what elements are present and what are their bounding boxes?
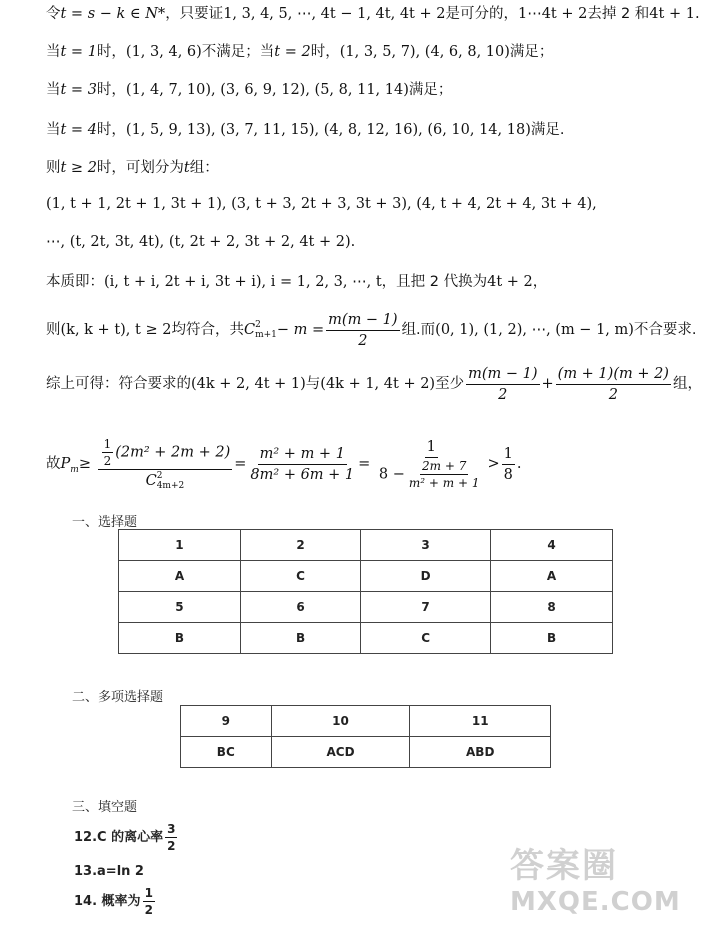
text-seg: 时，	[310, 44, 340, 60]
fraction	[248, 445, 356, 484]
text-seg: 时，	[96, 122, 126, 138]
fraction-denominator: 2	[608, 386, 618, 403]
table-row	[119, 561, 613, 592]
table-cell: B	[491, 623, 613, 654]
text-seg: 均符合，共	[171, 322, 244, 338]
table-cell: 3	[361, 530, 491, 561]
fraction-denominator: 2	[358, 332, 368, 349]
fraction-numerator: m(m − 1)	[466, 365, 539, 385]
text-seg: ，且把 2 代换为	[381, 274, 488, 290]
math-seg: t ≥ 2	[60, 160, 97, 176]
math-seg: >	[487, 456, 500, 472]
fraction	[98, 437, 233, 491]
text-line-8	[46, 272, 547, 292]
table-cell: 11	[410, 706, 551, 737]
math-seg: (4k + 1, 4t + 2)	[320, 376, 436, 392]
math-seg: C	[243, 322, 256, 338]
text-line-9	[46, 310, 697, 350]
text-seg: 时，可划分为	[96, 160, 184, 176]
fraction-numerator: 2m + 7	[422, 459, 467, 473]
table-row	[119, 530, 613, 561]
table-cell: C	[240, 561, 360, 592]
answer-text: 12.C 的离心率	[74, 830, 164, 845]
answer-12	[74, 822, 179, 853]
math-seg: (1, t + 1, 2t + 1, 3t + 1), (3, t + 3, 2t + 3, 3t + 3), (4, t + 4, 2t + 4, 3t + 4),	[46, 196, 597, 212]
text-seg: 满足；	[509, 44, 554, 60]
fraction-numerator: 1	[502, 445, 515, 465]
table-cell: 7	[361, 592, 491, 623]
math-seg: 2	[255, 320, 261, 330]
table-cell: B	[119, 623, 241, 654]
text-seg: 当	[46, 44, 61, 60]
fraction-numerator: m² + m + 1	[258, 445, 347, 465]
math-seg: =	[358, 456, 371, 472]
text-seg: 则	[46, 160, 61, 176]
fraction	[556, 365, 671, 404]
fraction-denominator	[144, 470, 187, 491]
section-heading-single-choice: 一、选择题	[72, 515, 138, 530]
math-seg: 2	[156, 471, 163, 481]
fraction-numerator: 1	[144, 886, 153, 900]
text-seg: 与	[305, 376, 321, 392]
table-cell: C	[361, 623, 491, 654]
math-seg: 4t + 1.	[649, 6, 700, 22]
math-seg: (0, 1), (1, 2), ⋯, (m − 1, m)	[435, 322, 634, 338]
math-seg: (k, k + t), t ≥ 2	[60, 322, 172, 338]
math-seg: .	[516, 456, 522, 472]
fraction-numerator: (m + 1)(m + 2)	[556, 365, 671, 385]
math-seg: (1, 4, 7, 10), (3, 6, 9, 12), (5, 8, 11, 14)	[125, 82, 409, 98]
math-seg: 8 −	[378, 466, 405, 483]
math-seg: P	[60, 456, 71, 472]
fraction-denominator: m² + m + 1	[408, 476, 480, 490]
text-seg: 是可分的，	[445, 6, 518, 22]
fraction-numerator: m(m − 1)	[326, 311, 399, 331]
text-seg: ，只要证	[165, 6, 224, 22]
text-seg: 综上可得：符合要求的	[46, 376, 191, 392]
text-seg: 令	[46, 6, 61, 22]
table-cell: 6	[240, 592, 360, 623]
fraction	[165, 822, 177, 853]
answer-13: 13.a=ln 2	[74, 864, 144, 879]
table-row	[119, 623, 613, 654]
table-cell: 4	[491, 530, 613, 561]
text-seg: ，	[532, 274, 548, 290]
fraction	[377, 438, 486, 490]
text-line-10	[46, 364, 702, 404]
text-seg: 组.而	[401, 322, 436, 338]
table-row	[181, 706, 551, 737]
fraction	[143, 886, 155, 917]
math-seg: t = 3	[60, 82, 97, 98]
math-seg: t = 2	[274, 44, 311, 60]
text-seg: 故	[46, 456, 61, 472]
fraction-numerator: 1	[425, 438, 438, 458]
text-line-7	[46, 232, 355, 252]
text-seg: 时，	[96, 44, 126, 60]
text-seg: 时，	[96, 82, 126, 98]
fraction-denominator: 2	[144, 903, 153, 917]
multi-choice-answer-table	[180, 705, 551, 768]
answer-text: 14. 概率为	[74, 894, 141, 909]
math-seg: (1, 3, 4, 6)	[125, 44, 202, 60]
text-seg: 则	[46, 322, 61, 338]
math-seg: (2m² + 2m + 2)	[115, 444, 231, 461]
fraction-numerator: 3	[167, 822, 176, 836]
fraction-numerator: 1	[103, 437, 112, 451]
fraction	[407, 459, 482, 490]
text-seg: 满足.	[530, 122, 565, 138]
text-seg: 当	[46, 122, 61, 138]
table-cell: A	[491, 561, 613, 592]
fraction-denominator: 8m² + 6m + 1	[250, 466, 355, 483]
watermark-url: MXQE.COM	[510, 887, 681, 917]
table-cell: B	[240, 623, 360, 654]
table-cell: 8	[491, 592, 613, 623]
watermark	[510, 838, 681, 917]
table-row	[181, 737, 551, 768]
table-cell: 9	[181, 706, 272, 737]
table-cell: 5	[119, 592, 241, 623]
text-line-11	[46, 424, 521, 510]
text-seg: 组，	[672, 376, 702, 392]
table-row	[119, 592, 613, 623]
math-seg: m	[70, 465, 79, 475]
text-seg: 组：	[189, 160, 219, 176]
fraction-denominator	[377, 458, 486, 490]
text-seg: 当	[46, 82, 61, 98]
math-seg: (4k + 2, 4t + 1)	[191, 376, 306, 392]
math-seg: − m =	[276, 322, 325, 338]
table-cell: 1	[119, 530, 241, 561]
math-seg: 1⋯4t + 2	[517, 6, 588, 22]
math-seg: t = 4	[60, 122, 97, 138]
text-seg: 去掉 2 和	[587, 6, 650, 22]
table-cell: A	[119, 561, 241, 592]
text-line-5	[46, 158, 219, 178]
math-seg: +	[541, 376, 554, 392]
text-seg: 满足；	[408, 82, 453, 98]
combination-index	[255, 320, 277, 340]
text-seg: 不满足；当	[201, 44, 275, 60]
text-line-3	[46, 80, 452, 100]
table-cell: ACD	[271, 737, 410, 768]
section-heading-multi-choice: 二、多项选择题	[72, 690, 164, 705]
math-seg: t	[183, 160, 190, 176]
fraction-denominator: 8	[503, 466, 513, 483]
fraction	[102, 437, 114, 468]
math-seg: (1, 3, 5, 7), (4, 6, 8, 10)	[339, 44, 510, 60]
math-seg: ≥	[78, 456, 91, 472]
math-seg: C	[145, 473, 157, 489]
math-seg: (i, t + i, 2t + i, 3t + i), i = 1, 2, 3, ⋯, t	[104, 274, 382, 290]
answer-14	[74, 886, 157, 917]
table-cell: BC	[181, 737, 272, 768]
text-line-1	[46, 4, 700, 24]
math-seg: 1, 3, 4, 5, ⋯, 4t − 1, 4t, 4t + 2	[223, 6, 446, 22]
fraction-denominator: 2	[498, 386, 508, 403]
math-seg: 4m+2	[156, 481, 185, 491]
fraction-numerator	[98, 437, 233, 470]
math-seg: ⋯, (t, 2t, 3t, 4t), (t, 2t + 2, 3t + 2, 4t + 2).	[46, 234, 356, 250]
fraction	[466, 365, 539, 404]
text-seg: 不合要求.	[633, 322, 697, 338]
math-seg: 4t + 2	[487, 274, 533, 290]
text-line-4	[46, 120, 564, 140]
math-seg: (1, 5, 9, 13), (3, 7, 11, 15), (4, 8, 12, 16), (6, 10, 14, 18)	[125, 122, 531, 138]
fraction	[502, 445, 515, 484]
table-cell: 10	[271, 706, 410, 737]
text-line-6	[46, 194, 597, 214]
math-seg: =	[234, 456, 247, 472]
single-choice-answer-table	[118, 529, 613, 654]
table-cell: 2	[240, 530, 360, 561]
fraction-denominator: 2	[103, 454, 112, 468]
text-seg: 至少	[435, 376, 465, 392]
math-seg: m+1	[255, 330, 277, 340]
combination-index	[157, 471, 185, 491]
section-heading-fill-blank: 三、填空题	[72, 800, 138, 815]
table-cell: ABD	[410, 737, 551, 768]
fraction	[326, 311, 399, 350]
table-cell: D	[361, 561, 491, 592]
math-seg: t = 1	[60, 44, 97, 60]
text-seg: 本质即：	[46, 274, 104, 290]
text-line-2	[46, 42, 553, 62]
fraction-denominator: 2	[167, 839, 176, 853]
watermark-text: 答案圈	[510, 846, 618, 886]
math-seg: t = s − k ∈ N*	[60, 6, 166, 22]
